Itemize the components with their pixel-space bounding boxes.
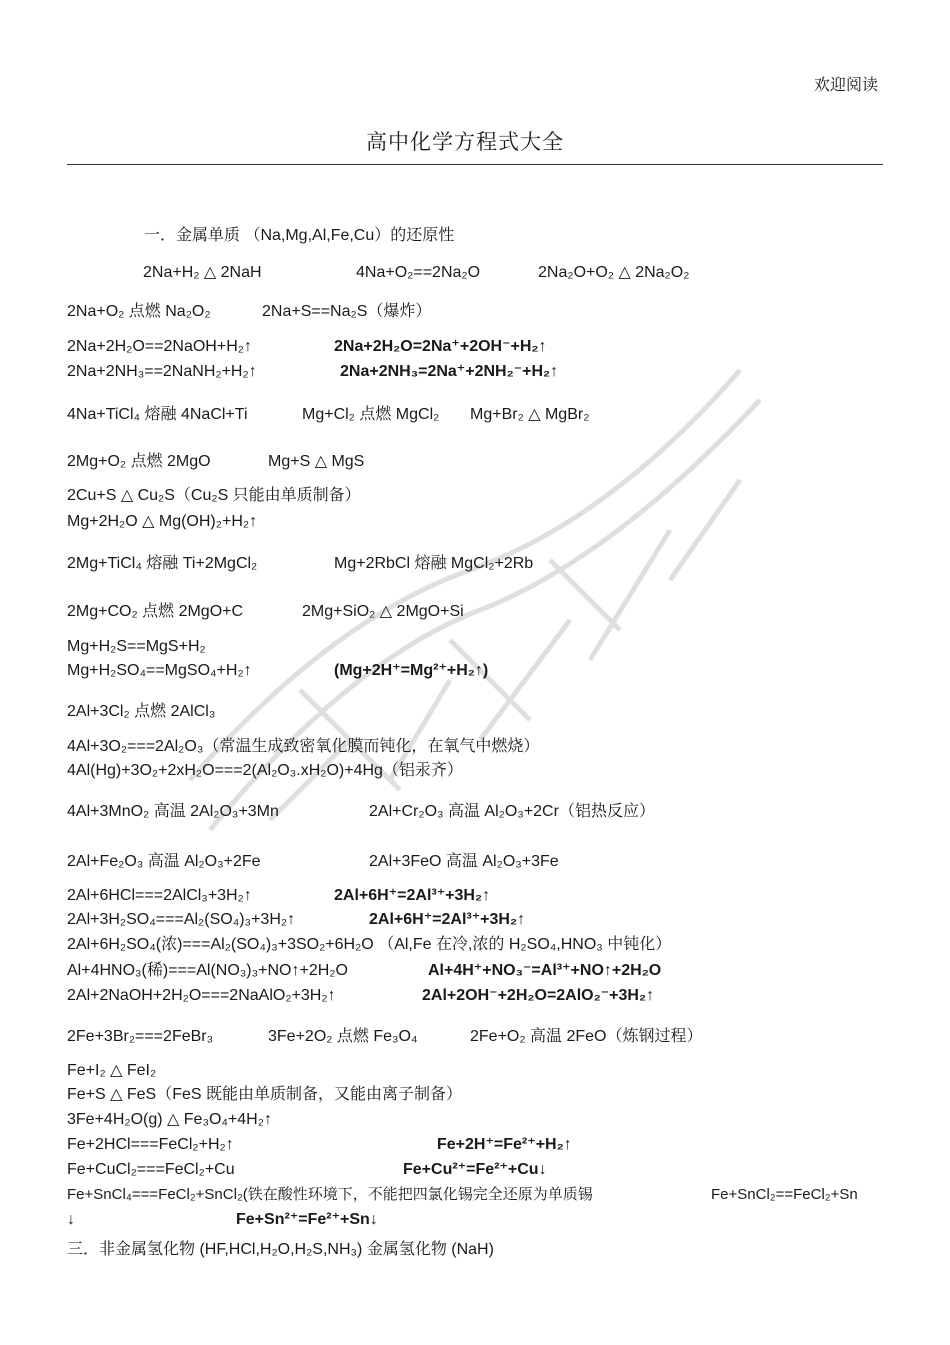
equation-line: 2Na+H₂ △ 2NaH bbox=[143, 264, 262, 281]
equation-line: 2Al+3H₂SO₄===Al₂(SO₄)₃+3H₂↑ bbox=[67, 911, 296, 928]
equation-line: 2Fe+3Br₂===2FeBr₃ bbox=[67, 1028, 214, 1045]
equation-line: 2Fe+O₂ 高温 2FeO（炼钢过程） bbox=[470, 1028, 703, 1045]
equation-line: 4Al+3MnO₂ 高温 2Al₂O₃+3Mn bbox=[67, 803, 279, 820]
ionic-equation-line: (Mg+2H⁺=Mg²⁺+H₂↑) bbox=[334, 662, 489, 679]
header-note: 欢迎阅读 bbox=[813, 77, 878, 94]
page-title: 高中化学方程式大全 bbox=[366, 131, 564, 154]
equation-line: Mg+H₂S==MgS+H₂ bbox=[67, 638, 206, 655]
ionic-equation-line: Fe+Cu²⁺=Fe²⁺+Cu↓ bbox=[403, 1161, 547, 1178]
equation-line: Mg+2H₂O △ Mg(OH)₂+H₂↑ bbox=[67, 513, 258, 530]
equation-line: 2Cu+S △ Cu₂S（Cu₂S 只能由单质制备） bbox=[67, 487, 361, 504]
equation-line: Mg+S △ MgS bbox=[268, 453, 365, 470]
equation-line: Fe+S △ FeS（FeS 既能由单质制备，又能由离子制备） bbox=[67, 1086, 463, 1103]
ionic-equation-line: Al+4H⁺+NO₃⁻=Al³⁺+NO↑+2H₂O bbox=[428, 962, 662, 979]
ionic-equation-line: 2Al+2OH⁻+2H₂O=2AlO₂⁻+3H₂↑ bbox=[422, 987, 655, 1004]
section-heading-hydrides: 三．非金属氢化物 (HF,HCl,H₂O,H₂S,NH₃) 金属氢化物 (NaH) bbox=[67, 1241, 494, 1258]
equation-line: 2Na₂O+O₂ △ 2Na₂O₂ bbox=[538, 264, 690, 281]
equation-line: Al+4HNO₃(稀)===Al(NO₃)₃+NO↑+2H₂O bbox=[67, 962, 348, 979]
equation-line: 3Fe+4H₂O(g) △ Fe₃O₄+4H₂↑ bbox=[67, 1111, 272, 1128]
equation-line: Fe+2HCl===FeCl₂+H₂↑ bbox=[67, 1136, 234, 1153]
equation-line: 2Al+3Cl₂ 点燃 2AlCl₃ bbox=[67, 703, 216, 720]
title-divider bbox=[67, 164, 883, 165]
equation-line: 2Al+2NaOH+2H₂O===2NaAlO₂+3H₂↑ bbox=[67, 987, 336, 1004]
ionic-equation-line: Fe+2H⁺=Fe²⁺+H₂↑ bbox=[437, 1136, 572, 1153]
equation-line: 2Al+3FeO 高温 Al₂O₃+3Fe bbox=[369, 853, 559, 870]
equation-line: 4Na+O₂==2Na₂O bbox=[356, 264, 481, 281]
equation-line: Mg+Br₂ △ MgBr₂ bbox=[470, 406, 590, 423]
equation-line: 2Na+2H₂O==2NaOH+H₂↑ bbox=[67, 338, 252, 355]
equation-line: 2Al+Cr₂O₃ 高温 Al₂O₃+2Cr（铝热反应） bbox=[369, 803, 655, 820]
ionic-equation-line: 2Al+6H⁺=2Al³⁺+3H₂↑ bbox=[369, 911, 526, 928]
equation-line: 2Al+Fe₂O₃ 高温 Al₂O₃+2Fe bbox=[67, 853, 261, 870]
equation-line: 2Na+S==Na₂S（爆炸） bbox=[262, 303, 432, 320]
equation-line: 2Mg+CO₂ 点燃 2MgO+C bbox=[67, 603, 244, 620]
equation-line: 2Al+6HCl===2AlCl₃+3H₂↑ bbox=[67, 887, 252, 904]
equation-line: 2Mg+SiO₂ △ 2MgO+Si bbox=[302, 603, 464, 620]
ionic-equation-line: 2Na+2NH₃=2Na⁺+2NH₂⁻+H₂↑ bbox=[340, 363, 559, 380]
equation-line: 4Al+3O₂===2Al₂O₃（常温生成致密氧化膜而钝化，在氧气中燃烧） bbox=[67, 738, 540, 755]
equation-line: 4Na+TiCl₄ 熔融 4NaCl+Ti bbox=[67, 406, 248, 423]
equation-line: Mg+2RbCl 熔融 MgCl₂+2Rb bbox=[334, 555, 534, 572]
equation-line: Fe+SnCl₄===FeCl₂+SnCl₂(铁在酸性环境下，不能把四氯化锡完全还原为单质锡 bbox=[67, 1186, 593, 1203]
equation-line: 4Al(Hg)+3O₂+2xH₂O===2(Al₂O₃.xH₂O)+4Hg（铝汞齐） bbox=[67, 762, 463, 779]
equation-line: Mg+H₂SO₄==MgSO₄+H₂↑ bbox=[67, 662, 252, 679]
ionic-equation-line: 2Al+6H⁺=2Al³⁺+3H₂↑ bbox=[334, 887, 491, 904]
equation-line: Fe+SnCl₂==FeCl₂+Sn bbox=[711, 1186, 858, 1203]
equation-line: 2Al+6H₂SO₄(浓)===Al₂(SO₄)₃+3SO₂+6H₂O （Al,Fe 在冷,浓的 H₂SO₄,HNO₃ 中钝化） bbox=[67, 936, 672, 953]
equation-line: 2Na+O₂ 点燃 Na₂O₂ bbox=[67, 303, 211, 320]
equation-line: Fe+CuCl₂===FeCl₂+Cu bbox=[67, 1161, 235, 1178]
equation-line: ↓ bbox=[67, 1211, 75, 1228]
equation-line: 3Fe+2O₂ 点燃 Fe₃O₄ bbox=[268, 1028, 418, 1045]
equation-line: 2Na+2NH₃==2NaNH₂+H₂↑ bbox=[67, 363, 257, 380]
equation-line: Mg+Cl₂ 点燃 MgCl₂ bbox=[302, 406, 440, 423]
equation-line: 2Mg+O₂ 点燃 2MgO bbox=[67, 453, 211, 470]
equation-line: 2Mg+TiCl₄ 熔融 Ti+2MgCl₂ bbox=[67, 555, 258, 572]
equation-line: Fe+I₂ △ FeI₂ bbox=[67, 1062, 157, 1079]
ionic-equation-line: Fe+Sn²⁺=Fe²⁺+Sn↓ bbox=[236, 1211, 378, 1228]
ionic-equation-line: 2Na+2H₂O=2Na⁺+2OH⁻+H₂↑ bbox=[334, 338, 547, 355]
section-heading-metal-reductivity: 一．金属单质 （Na,Mg,Al,Fe,Cu）的还原性 bbox=[144, 227, 455, 244]
